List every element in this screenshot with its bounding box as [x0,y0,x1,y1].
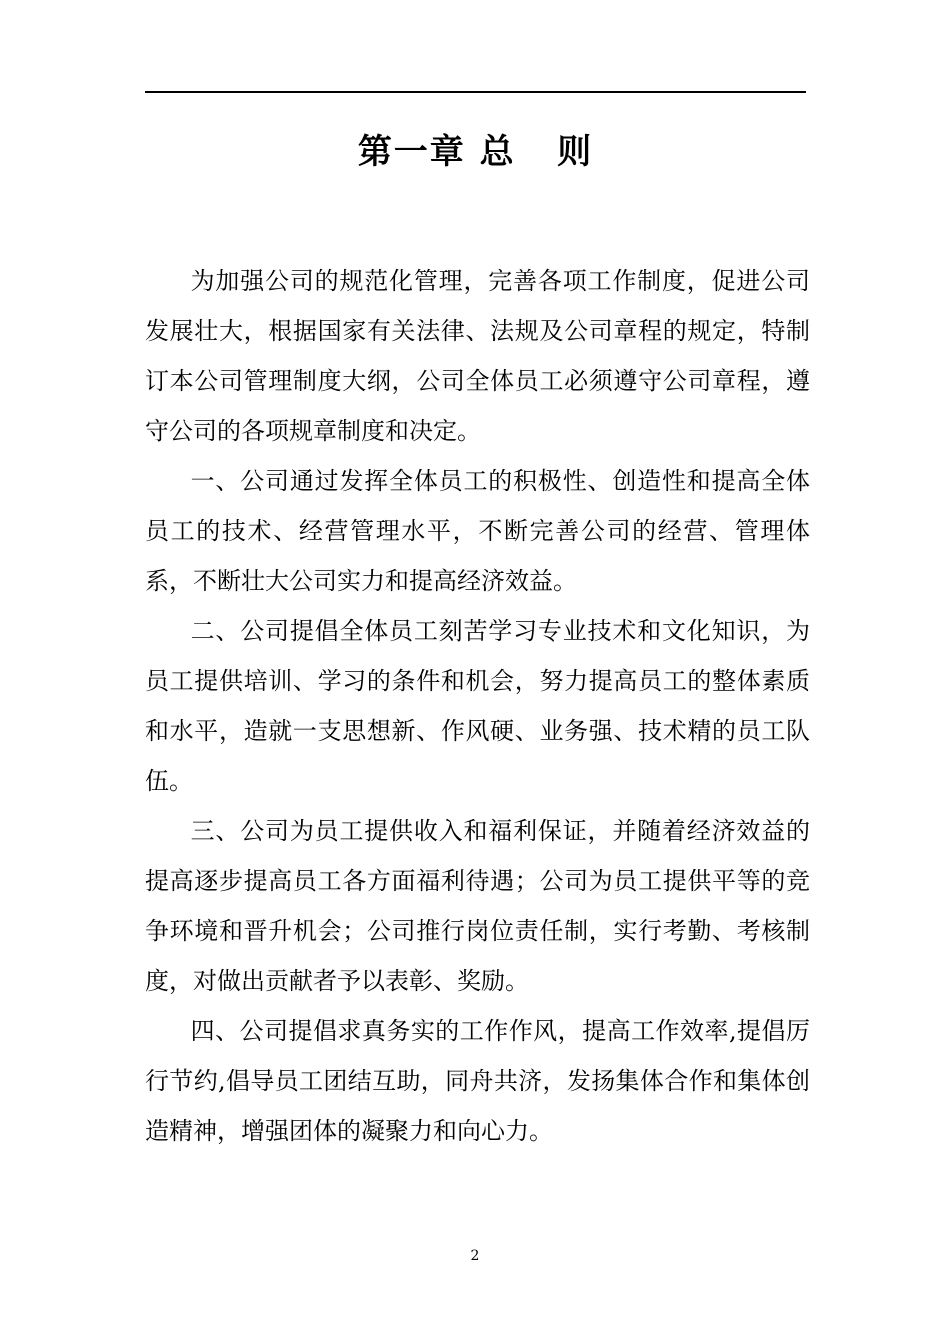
paragraph-intro: 为加强公司的规范化管理，完善各项工作制度，促进公司发展壮大，根据国家有关法律、法规及公司章程的规定，特制订本公司管理制度大纲，公司全体员工必须遵守公司章程，遵守公司的各项规章制度和决定。 [145,267,810,445]
paragraph-item-1: 一、公司通过发挥全体员工的积极性、创造性和提高全体员工的技术、经营管理水平，不断完善公司的经营、管理体系，不断壮大公司实力和提高经济效益。 [145,467,810,595]
body-text [145,256,810,1156]
page-number: 2 [470,1248,480,1264]
paragraph-item-2: 二、公司提倡全体员工刻苦学习专业技术和文化知识，为员工提供培训、学习的条件和机会，努力提高员工的整体素质和水平，造就一支思想新、作风硬、业务强、技术精的员工队伍。 [145,617,810,795]
header-rule [145,91,806,93]
paragraph-item-4: 四、公司提倡求真务实的工作作风，提高工作效率,提倡厉行节约,倡导员工团结互助，同舟共济，发扬集体合作和集体创造精神，增强团体的凝聚力和向心力。 [145,1017,810,1145]
paragraph-item-3: 三、公司为员工提供收入和福利保证，并随着经济效益的提高逐步提高员工各方面福利待遇；公司为员工提供平等的竞争环境和晋升机会；公司推行岗位责任制，实行考勤、考核制度，对做出贡献者予以表彰、奖励。 [145,817,810,995]
chapter-title: 第一章 总 则 [357,132,594,172]
